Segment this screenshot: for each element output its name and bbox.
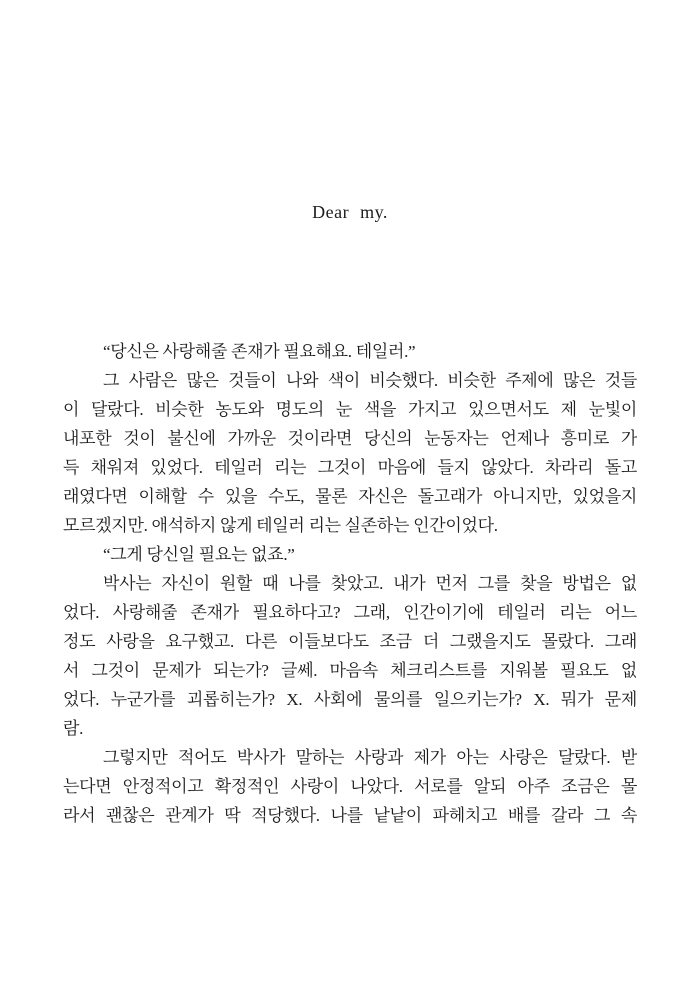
- text-line: 정도 사랑을 요구했고. 다른 이들보다도 조금 더 그랬을지도 몰랐다. 그래: [63, 632, 637, 651]
- text-line: 서 그것이 문제가 되는가? 글쎄. 마음속 체크리스트를 지워볼 필요도 없: [63, 661, 637, 680]
- document-title: Dear my.: [312, 202, 388, 222]
- text-line: 었다. 누군가를 괴롭히는가? X. 사회에 물의를 일으키는가? X. 뭐가 문제: [63, 690, 637, 709]
- text-line: 모르겠지만. 애석하지 않게 테일러 리는 실존하는 인간이었다.: [63, 516, 498, 535]
- text-line: 었다. 사랑해줄 존재가 필요하다고? 그래, 인간이기에 테일러 리는 어느: [63, 603, 637, 622]
- text-line: 그렇지만 적어도 박사가 말하는 사랑과 제가 아는 사랑은 달랐다. 받: [103, 748, 637, 767]
- text-line: 박사는 자신이 원할 때 나를 찾았고. 내가 먼저 그를 찾을 방법은 없: [103, 574, 637, 593]
- document-body: [63, 337, 637, 830]
- text-line: 이 달랐다. 비슷한 농도와 명도의 눈 색을 가지고 있으면서도 제 눈빛이: [63, 400, 637, 419]
- text-line: 내포한 것이 불신에 가까운 것이라면 당신의 눈동자는 언제나 흥미로 가: [63, 429, 637, 448]
- text-line: 래였다면 이해할 수 있을 수도, 물론 자신은 돌고래가 아니지만, 있었을지: [63, 487, 637, 506]
- text-line: 라서 괜찮은 관계가 딱 적당했다. 나를 낱낱이 파헤치고 배를 갈라 그 속: [63, 806, 637, 825]
- text-line: “당신은 사랑해줄 존재가 필요해요. 테일러.”: [103, 342, 416, 361]
- text-line: 득 채워져 있었다. 테일러 리는 그것이 마음에 들지 않았다. 차라리 돌고: [63, 458, 637, 477]
- text-line: 람.: [63, 719, 84, 738]
- text-line: 그 사람은 많은 것들이 나와 색이 비슷했다. 비슷한 주제에 많은 것들: [103, 371, 637, 390]
- text-line: 는다면 안정적이고 확정적인 사랑이 나았다. 서로를 알되 아주 조금은 몰: [63, 777, 637, 796]
- text-line: “그게 당신일 필요는 없죠.”: [103, 545, 295, 564]
